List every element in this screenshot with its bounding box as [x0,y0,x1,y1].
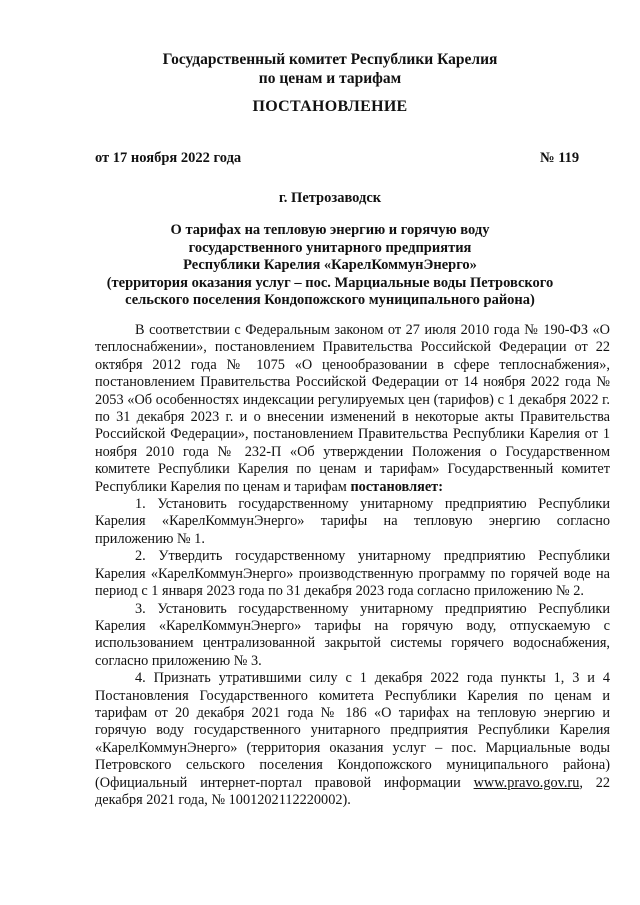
document-date: от 17 ноября 2022 года [95,150,242,166]
clause-4-tail: , 22 декабря 2021 года, № 1001202112220002). [95,774,610,808]
clause-2: 2. Утвердить государственному унитарному предприятию Республики Карелия «КарелКоммунЭнерго» производственную программу по горячей воде на период с 1 января 2023 года по 31 декабря 2023 года согласно приложению № 2. [95,548,610,600]
authority-line-2: по ценам и тарифам [258,70,402,87]
document-type: ПОСТАНОВЛЕНИЕ [252,98,408,115]
document-city: г. Петрозаводск [278,190,382,206]
authority-line-1: Государственный комитет Республики Карелия [162,51,498,68]
clause-4-text: 4. Признать утратившими силу с 1 декабря 2022 года пункты 1, 3 и 4 Постановления Государственного комитета Республики Карелия по ценам и тарифам от 20 декабря 2021 года № 186 «О тарифах на тепловую энергию и горячую воду государственного унитарного предприятия Республики Карелия «КарелКоммунЭнерго» (территория оказания услуг – пос. Марциальные воды Петровского сельского поселения Кондопожского муниципального района) (Официальный интернет-портал правовой информации [95,670,610,791]
document-number: № 119 [540,150,580,166]
title-line-1: О тарифах на тепловую энергию и горячую воду [170,222,490,238]
clause-4 [95,670,610,809]
title-line-3: Республики Карелия «КарелКоммунЭнерго» [183,257,477,273]
title-line-2: государственного унитарного предприятия [188,239,472,256]
issuing-authority [80,50,580,88]
preamble-text: В соответствии с Федеральным законом от 27 июля 2010 года № 190-ФЗ «О теплоснабжении», постановлением Правительства Российской Федерации от 22 октября 2012 года № 1075 «О ценообразовании в сфере теплоснабжения», постановлением Правительства Российской Федерации от 14 ноября 2022 года № 2053 «Об особенностях индексации регулируемых цен (тарифов) с 1 декабря 2022 г. по 31 декабря 2023 г. и о внесении изменений в некоторые акты Правительства Российской Федерации», постановлением Правительства Республики Карелия от 1 ноября 2010 года № 232-П «Об утверждении Положения о Государственном комитете Республики Карелия по ценам и тарифам» Государственный комитет Республики Карелия по ценам и тарифам [95,322,610,495]
title-line-5: сельского поселения Кондопожского муниципального района) [125,292,535,308]
decrees-word: постановляет: [350,478,443,495]
pravo-link[interactable]: www.pravo.gov.ru [473,774,580,791]
document-title [80,222,580,310]
preamble-paragraph [95,322,610,496]
clause-3: 3. Установить государственному унитарному предприятию Республики Карелия «КарелКоммунЭнерго» тарифы на горячую воду, отпускаемую с использованием централизованной закрытой системы горячего водоснабжения, согласно приложению № 3. [95,600,610,669]
document-body [95,322,610,809]
title-line-4: (территория оказания услуг – пос. Марциальные воды Петровского [106,274,554,291]
clause-1: 1. Установить государственному унитарному предприятию Республики Карелия «КарелКоммунЭнерго» тарифы на тепловую энергию согласно приложению № 1. [95,496,610,547]
